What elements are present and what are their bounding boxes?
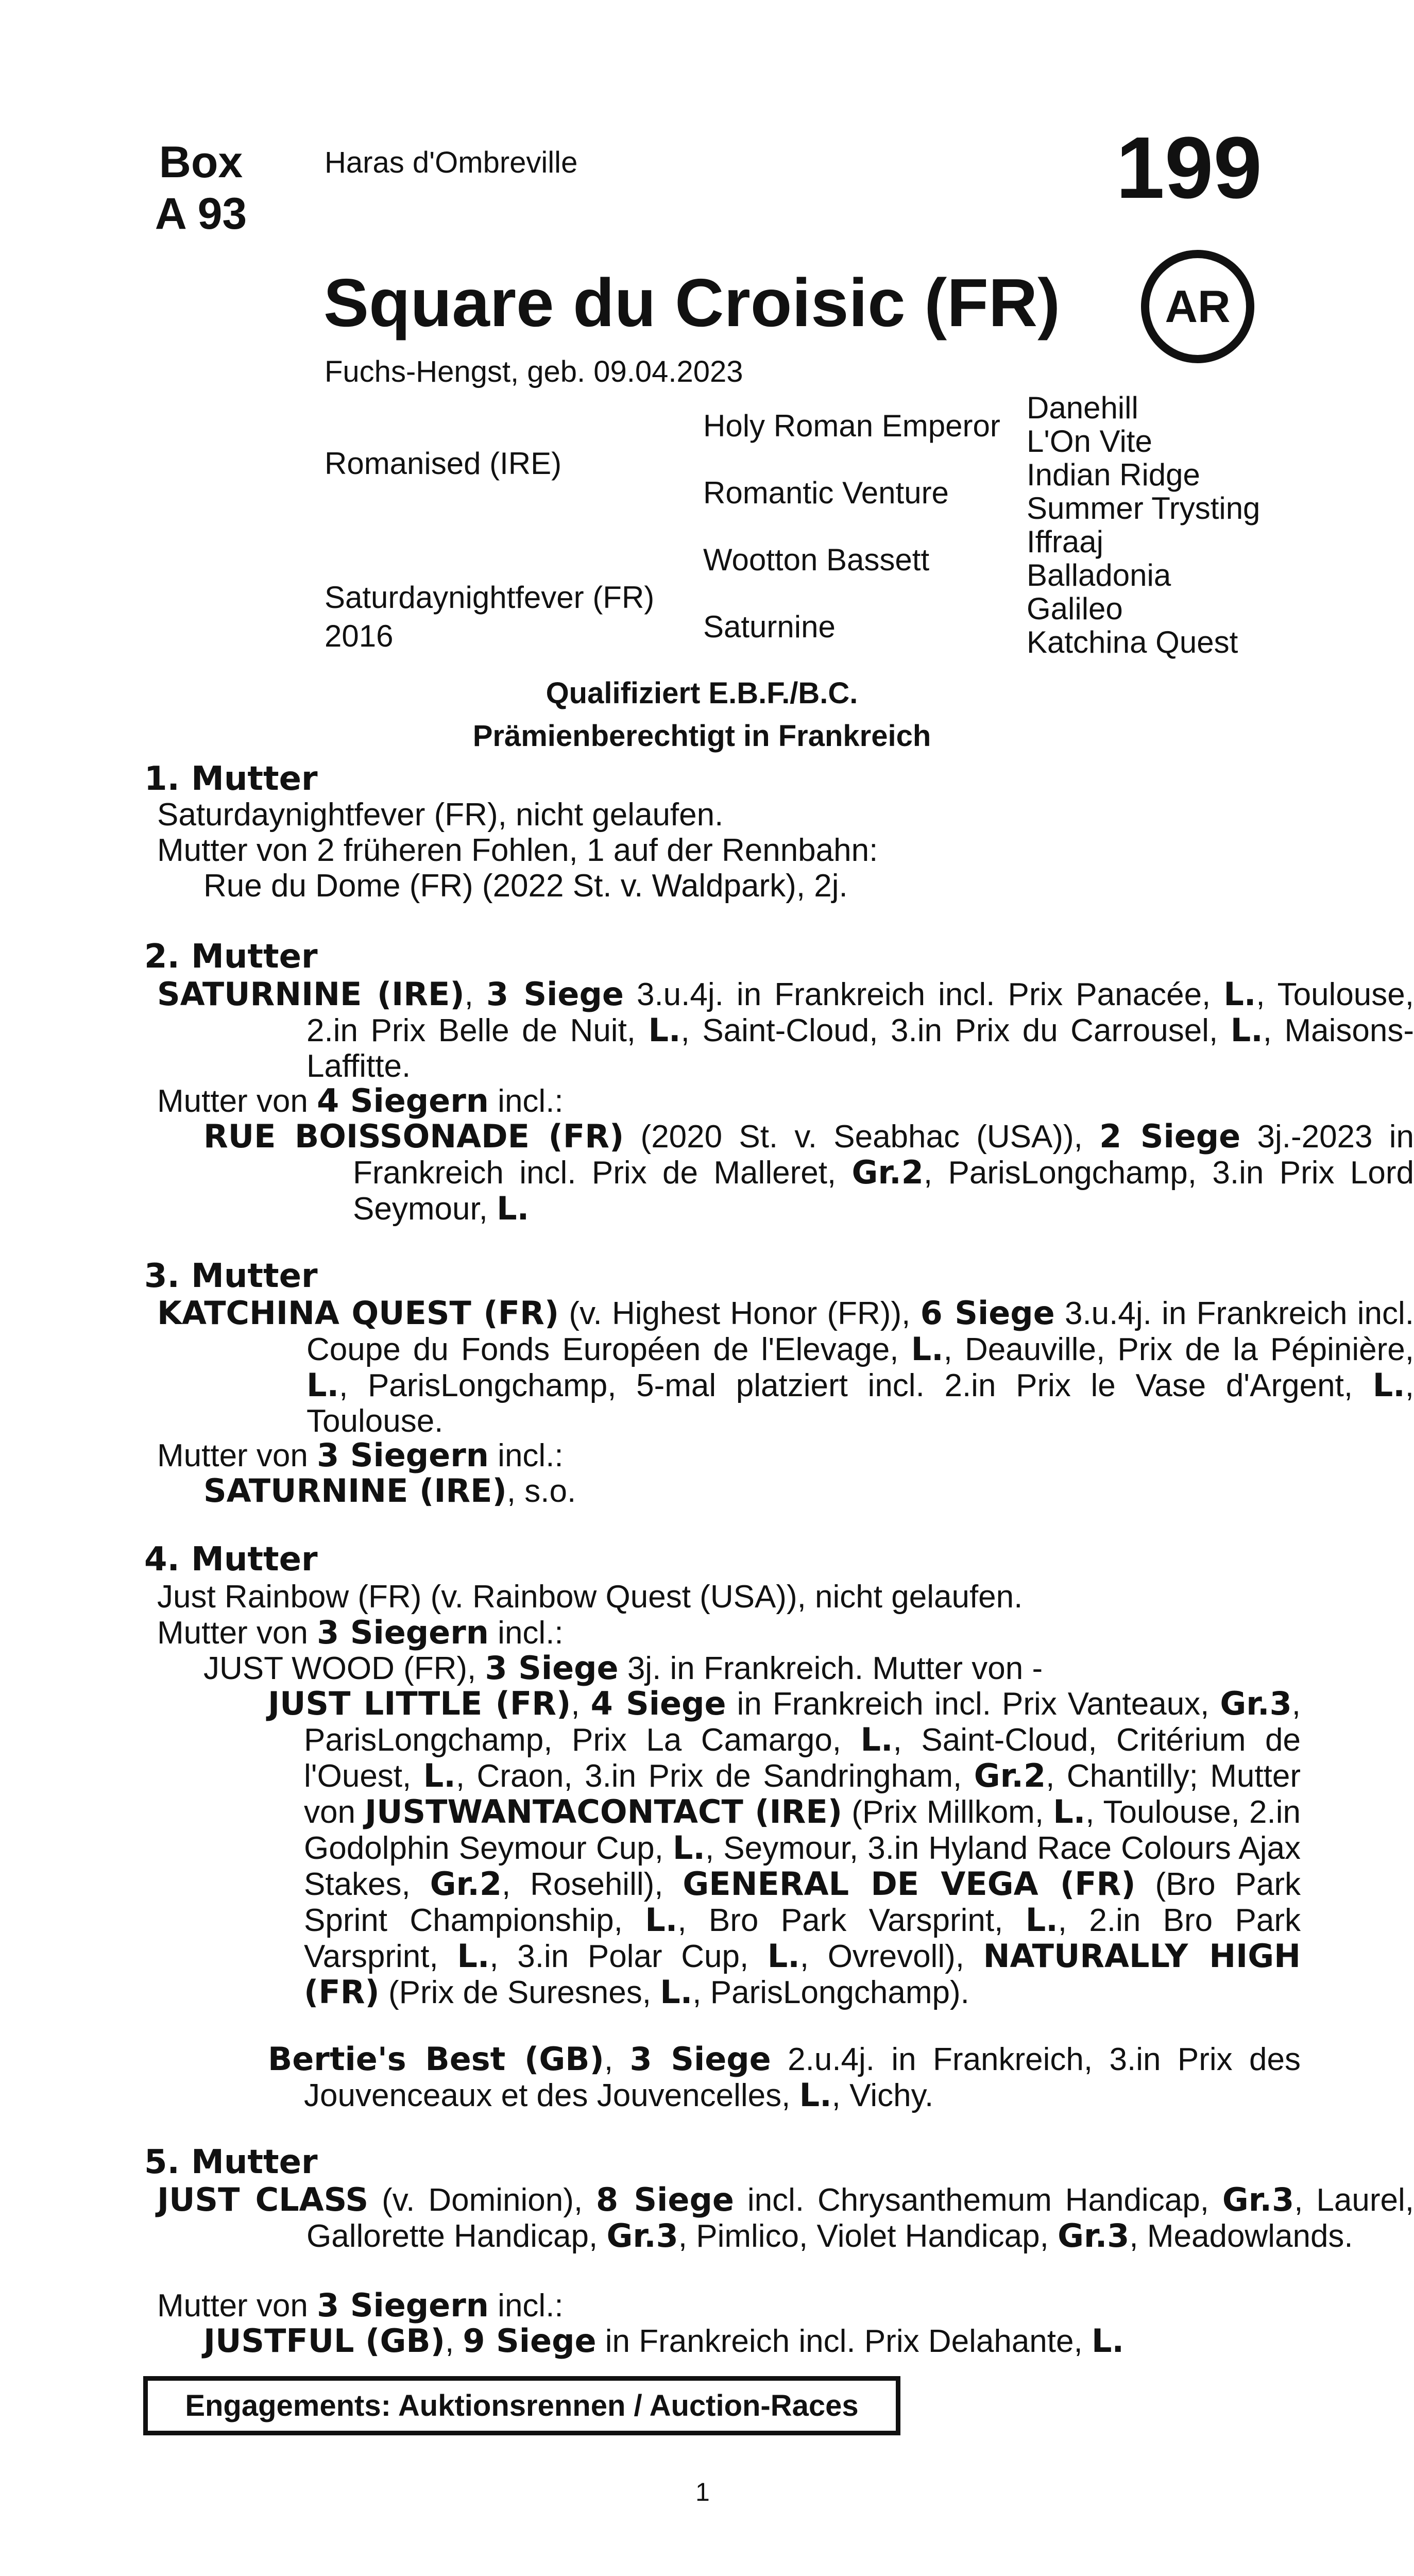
- horse-name-bold: SATURNINE (IRE): [203, 1472, 507, 1510]
- pedigree-great-grandparent: L'On Vite: [1027, 424, 1152, 459]
- vendor-name: Haras d'Ombreville: [325, 146, 578, 179]
- pedigree-grandparent: Wootton Bassett: [703, 543, 930, 577]
- pedigree-great-grandparent: Summer Trysting: [1027, 491, 1260, 526]
- horse-name-bold: KATCHINA QUEST (FR): [157, 1294, 559, 1332]
- second-dam-produce-intro: Mutter von 4 Siegern incl.:: [157, 1082, 564, 1120]
- third-dam-produce: SATURNINE (IRE), s.o.: [203, 1472, 576, 1510]
- horse-name-bold: GENERAL DE VEGA (FR): [683, 1865, 1136, 1903]
- pedigree-great-grandparent: Danehill: [1027, 391, 1138, 425]
- fourth-dam-line: Just Rainbow (FR) (v. Rainbow Quest (USA)), nicht gelaufen.: [157, 1579, 1023, 1615]
- first-dam-line: Saturdaynightfever (FR), nicht gelaufen.: [157, 797, 724, 833]
- box-label: [144, 137, 258, 240]
- fourth-dam-produce: JUST WOOD (FR), 3 Siege 3j. in Frankreich. Mutter von -: [203, 1649, 1043, 1687]
- qualification-line: Prämienberechtigt in Frankreich: [472, 719, 931, 753]
- horse-name-bold: JUST CLASS: [157, 2181, 369, 2218]
- horse-name: Square du Croisic (FR): [323, 265, 1061, 341]
- second-dam-heading: 2. Mutter: [144, 938, 318, 976]
- pedigree-sire: Romanised (IRE): [325, 446, 562, 481]
- engagements-box: Engagements: Auktionsrennen / Auction-Races: [143, 2376, 900, 2435]
- pedigree-grandparent: Saturnine: [703, 609, 836, 644]
- first-dam-heading: 1. Mutter: [144, 760, 318, 798]
- second-dam-record: SATURNINE (IRE), 3 Siege 3.u.4j. in Frankreich incl. Prix Panacée, L., Toulouse, 2.in Prix Belle de Nuit, L., Saint-Cloud, 3.in Prix du Carrousel, L., Maisons-Laffitte.: [157, 975, 1414, 1084]
- qualification-line: Qualifiziert E.B.F./B.C.: [546, 676, 858, 710]
- third-dam-produce-intro: Mutter von 3 Siegern incl.:: [157, 1436, 564, 1474]
- first-dam-line: Rue du Dome (FR) (2022 St. v. Waldpark), 2j.: [203, 868, 848, 904]
- second-dam-produce: RUE BOISSONADE (FR) (2020 St. v. Seabhac (USA)), 2 Siege 3j.-2023 in Frankreich incl. Prix de Malleret, Gr.2, ParisLongchamp, 3.in Prix Lord Seymour, L.: [203, 1117, 1414, 1227]
- first-dam-line: Mutter von 2 früheren Fohlen, 1 auf der Rennbahn:: [157, 833, 878, 868]
- pedigree-dam-year: 2016: [325, 619, 394, 653]
- fifth-dam-heading: 5. Mutter: [144, 2143, 318, 2181]
- fourth-dam-produce-intro: Mutter von 3 Siegern incl.:: [157, 1614, 564, 1651]
- horse-name-bold: JUSTWANTACONTACT (IRE): [365, 1793, 843, 1831]
- horse-name-bold: JUST LITTLE (FR): [268, 1685, 571, 1722]
- pedigree-dam: Saturdaynightfever (FR): [325, 580, 655, 615]
- pedigree-great-grandparent: Balladonia: [1027, 558, 1171, 592]
- pedigree-grandparent: Holy Roman Emperor: [703, 409, 1000, 443]
- lot-number: 199: [1116, 119, 1262, 217]
- horse-name-bold: SATURNINE (IRE): [157, 975, 465, 1013]
- pedigree-great-grandparent: Iffraaj: [1027, 524, 1103, 559]
- box-word: Box: [159, 138, 243, 187]
- pedigree-great-grandparent: Katchina Quest: [1027, 625, 1238, 659]
- box-number: A 93: [155, 189, 247, 239]
- fourth-dam-grandproduce: Bertie's Best (GB), 3 Siege 2.u.4j. in Frankreich, 3.in Prix des Jouvenceaux et des Jouvencelles, L., Vichy.: [268, 2040, 1301, 2114]
- pedigree-great-grandparent: Indian Ridge: [1027, 457, 1200, 492]
- fourth-dam-heading: 4. Mutter: [144, 1540, 318, 1579]
- fifth-dam-produce-intro: Mutter von 3 Siegern incl.:: [157, 2286, 564, 2324]
- fifth-dam-record: JUST CLASS (v. Dominion), 8 Siege incl. Chrysanthemum Handicap, Gr.3, Laurel, Gallorette Handicap, Gr.3, Pimlico, Violet Handicap, Gr.3, Meadowlands.: [157, 2181, 1414, 2255]
- horse-description: Fuchs-Hengst, geb. 09.04.2023: [325, 355, 743, 388]
- pedigree-great-grandparent: Galileo: [1027, 591, 1123, 626]
- fourth-dam-grandproduce: JUST LITTLE (FR), 4 Siege in Frankreich incl. Prix Vanteaux, Gr.3, ParisLongchamp, Prix La Camargo, L., Saint-Cloud, Critérium de l'Ouest, L., Craon, 3.in Prix de Sandringham, Gr.2, Chantilly; Mutter von JUSTWANTACONTACT (IRE) (Prix Millkom, L., Toulouse, 2.in Godolphin Seymour Cup, L., Seymour, 3.in Hyland Race Colours Ajax Stakes, Gr.2, Rosehill), GENERAL DE VEGA (FR) (Bro Park Sprint Championship, L., Bro Park Varsprint, L., 2.in Bro Park Varsprint, L., 3.in Polar Cup, L., Ovrevoll), NATURALLY HIGH (FR) (Prix de Suresnes, L., ParisLongchamp).: [268, 1685, 1301, 2011]
- third-dam-heading: 3. Mutter: [144, 1257, 318, 1295]
- horse-name-bold: RUE BOISSONADE (FR): [203, 1117, 624, 1155]
- page-number: 1: [695, 2478, 710, 2506]
- horse-name-bold: Bertie's Best (GB): [268, 2040, 604, 2078]
- third-dam-record: KATCHINA QUEST (FR) (v. Highest Honor (FR)), 6 Siege 3.u.4j. in Frankreich incl. Coupe du Fonds Européen de l'Elevage, L., Deauville, Prix de la Pépinière, L., ParisLongchamp, 5-mal platziert incl. 2.in Prix le Vase d'Argent, L., Toulouse.: [157, 1294, 1414, 1439]
- ar-badge: AR: [1141, 250, 1254, 363]
- fifth-dam-produce: JUSTFUL (GB), 9 Siege in Frankreich incl. Prix Delahante, L.: [203, 2322, 1125, 2360]
- horse-name-bold: NATURALLY HIGH (FR): [304, 1937, 1301, 2011]
- horse-name-bold: JUSTFUL (GB): [203, 2322, 445, 2360]
- pedigree-grandparent: Romantic Venture: [703, 476, 949, 510]
